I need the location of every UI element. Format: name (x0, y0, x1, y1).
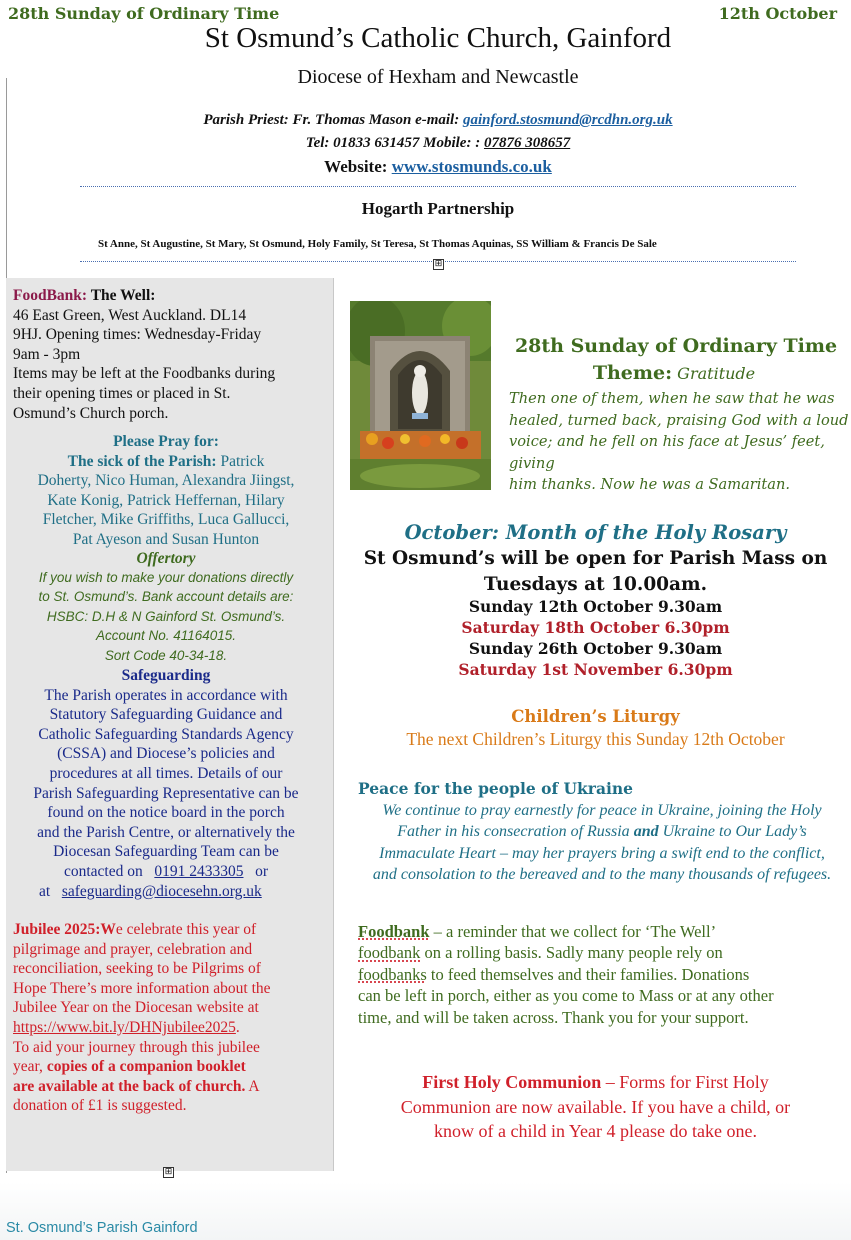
sick-line: Doherty, Nico Human, Alexandra Jiingst, (37, 472, 295, 490)
jubilee-line: Jubilee Year on the Diocesan website at (13, 999, 259, 1017)
sick-line-1 (8, 452, 324, 472)
safeguarding-line: (CSSA) and Diocese’s policies and (57, 745, 275, 763)
offertory-line: If you wish to make your donations directly (38, 570, 294, 585)
ukraine-line: Immaculate Heart – may her prayers bring a swift end to the conflict, (379, 844, 825, 862)
foodbank-reminder (358, 921, 848, 1028)
mobile-number: 07876 308657 (483, 135, 571, 151)
mass-times-list (340, 596, 851, 680)
ukraine-line-tail: Ukraine to Our Lady’s (658, 823, 807, 841)
mass-time: Saturday 1st November 6.30pm (458, 660, 733, 679)
jubilee-link[interactable]: https://www.bit.ly/DHNjubilee2025 (13, 1018, 236, 1036)
foodbank-reminder-line-3 (358, 964, 848, 985)
offertory-section (8, 549, 324, 665)
safeguarding-line: Parish Safeguarding Representative can be (33, 784, 299, 802)
safeguarding-line: and the Parish Centre, or alternatively the (37, 823, 295, 841)
jubilee-text: e celebrate this year of (115, 921, 257, 938)
offertory-line: Sort Code 40-34-18. (104, 647, 228, 663)
jubilee-line-1 (13, 920, 331, 940)
table-move-handle-icon[interactable]: ⊞ (434, 259, 443, 269)
grotto-photo (350, 301, 491, 490)
safeguarding-line: Catholic Safeguarding Standards Agency (38, 725, 294, 743)
safeguarding-title: Safeguarding (121, 667, 211, 684)
foodbank-line: 9am - 3pm (13, 345, 81, 363)
safeguarding-line: The Parish operates in accordance with (44, 686, 288, 704)
parish-mass-notice (340, 546, 851, 598)
mass-time: Saturday 18th October 6.30pm (461, 618, 730, 637)
ukraine-title: Peace for the people of Ukraine (358, 779, 634, 798)
foodbank-line: their opening times or placed in St. (13, 384, 231, 402)
jubilee-line: pilgrimage and prayer, celebration and (13, 940, 253, 958)
jubilee-line-8 (13, 1077, 331, 1097)
safeguarding-line: procedures at all times. Details of our (49, 764, 283, 782)
sick-label: The sick of the Parish: (67, 452, 217, 470)
rosary-title: October: Month of the Holy Rosary (404, 521, 787, 544)
foodbank-line: 9HJ. Opening times: Wednesday-Friday (13, 326, 262, 344)
communion-line-1 (340, 1070, 851, 1095)
foodbank-line: Items may be left at the Foodbanks during (13, 365, 276, 383)
partnership-title: Hogarth Partnership (361, 199, 515, 218)
foodbank-reminder-line: time, and will be taken across. Thank you for your support. (358, 1007, 749, 1027)
foodbank-reminder-text: on a rolling basis. Sadly many people rely on (420, 943, 723, 963)
mass-time: Sunday 26th October 9.30am (468, 639, 723, 658)
gospel-line: Then one of them, when he saw that he was (509, 390, 835, 407)
foodbank-heading (13, 286, 329, 306)
theme-value: Gratitude (672, 364, 756, 383)
jubilee-a: A (245, 1077, 260, 1095)
jubilee-label: Jubilee 2025: (13, 921, 101, 938)
offertory-line: to St. Osmund’s. Bank account details are: (38, 589, 294, 605)
jubilee-initial: W (100, 921, 116, 938)
offertory-line: HSBC: D.H & N Gainford St. Osmund’s. (46, 608, 286, 624)
gospel-quote (509, 388, 849, 496)
communion-line: Communion are now available. If you have a child, or (400, 1096, 791, 1117)
foodbank-line: 46 East Green, West Auckland. DL14 (13, 306, 247, 324)
foodbank-reminder-label: Foodbank (358, 922, 430, 941)
contact-prefix: contacted on (63, 862, 143, 880)
priest-contact (0, 112, 851, 129)
open-line: St Osmund’s will be open for Parish Mass on (363, 548, 828, 569)
jubilee-line-7 (13, 1057, 331, 1077)
communion-label: First Holy Communion (422, 1072, 602, 1092)
partnership-parishes: St Anne, St Augustine, St Mary, St Osmund, Holy Family, St Teresa, St Thomas Aquinas, SS William & Francis De Sale (98, 238, 657, 250)
foodbank-reminder-text: to feed themselves and their families. Donations (426, 964, 750, 984)
footer-text: St. Osmund’s Parish Gainford (6, 1220, 198, 1236)
sick-line: Fletcher, Mike Griffiths, Luca Gallucci, (42, 511, 290, 529)
jubilee-line: Hope There’s more information about the (13, 979, 271, 997)
foodbank-notice (13, 286, 329, 423)
pray-title: Please Pray for: (113, 433, 219, 450)
safeguarding-contact-line (8, 862, 324, 882)
ukraine-line: and consolation to the bereaved and to the many thousands of refugees. (372, 866, 832, 884)
header-left-date: 28th Sunday of Ordinary Time (8, 4, 280, 23)
foodbank-place: The Well: (87, 287, 156, 304)
safeguarding-section (8, 666, 324, 901)
sunday-title: 28th Sunday of Ordinary Time (514, 335, 838, 357)
safeguarding-line: Statutory Safeguarding Guidance and (49, 706, 283, 724)
ukraine-line-2 (352, 821, 851, 842)
jubilee-link-line (13, 1018, 331, 1038)
jubilee-line: donation of £1 is suggested. (13, 1097, 187, 1115)
safeguarding-line: Diocesan Safeguarding Team can be (53, 843, 279, 861)
jubilee-booklet: copies of a companion booklet (46, 1058, 246, 1076)
theme-line (506, 362, 842, 384)
sick-names: Patrick (216, 452, 265, 470)
diocese-name: Diocese of Hexham and Newcastle (297, 66, 579, 88)
website-link[interactable]: www.stosmunds.co.uk (391, 157, 552, 176)
phone-contact (0, 135, 851, 152)
sick-line: Kate Konig, Patrick Heffernan, Hilary (47, 491, 285, 509)
sick-line: Pat Ayeson and Susan Hunton (72, 530, 260, 548)
website-line (0, 157, 851, 177)
mass-time: Sunday 12th October 9.30am (468, 597, 723, 616)
communion-text: – Forms for First Holy (601, 1072, 769, 1092)
foodbank-reminder-line-2 (358, 942, 848, 963)
gospel-line: healed, turned back, praising God with a loud (509, 411, 849, 429)
foodbank-line: Osmund’s Church porch. (13, 404, 169, 422)
gospel-line: him thanks. Now he was a Samaritan. (509, 476, 791, 494)
priest-label: Parish Priest: Fr. Thomas Mason e-mail: (203, 112, 463, 128)
safeguarding-email-link[interactable]: safeguarding@diocesehn.org.uk (61, 882, 262, 900)
gospel-line: voice; and he fell on his face at Jesus’ feet, giving (509, 433, 825, 472)
prayer-list (8, 432, 324, 550)
theme-label: Theme: (592, 362, 673, 384)
ukraine-line: We continue to pray earnestly for peace in Ukraine, joining the Holy (382, 802, 822, 819)
header-right-date: 12th October (718, 4, 837, 23)
page-title: St Osmund’s Catholic Church, Gainford (204, 22, 672, 54)
offertory-line: Account No. 41164015. (95, 628, 237, 644)
foodbank-reminder-text: – a reminder that we collect for ‘The Well’ (429, 922, 717, 941)
website-label: Website: (324, 157, 392, 176)
ukraine-line-start: Father in his consecration of Russia (397, 823, 634, 841)
first-communion-notice (340, 1070, 851, 1144)
tel-label: Tel: 01833 631457 Mobile: : (305, 135, 484, 151)
ukraine-text (352, 800, 851, 886)
jubilee-link-tail: . (235, 1018, 240, 1036)
foodbank-reminder-line-1 (358, 921, 848, 942)
ukraine-and: and (633, 823, 659, 841)
foodbanks-word: foodbanks (358, 964, 427, 984)
childrens-liturgy-text: The next Children’s Liturgy this Sunday 12th October (406, 729, 785, 749)
foodbank-reminder-line: can be left in porch, either as you come to Mass or at any other (358, 986, 774, 1006)
contact-or: or (255, 862, 269, 880)
table-resize-handle-icon[interactable]: ⊞ (164, 1167, 173, 1177)
jubilee-section (13, 920, 331, 1116)
foodbank-word: foodbank (358, 943, 421, 963)
divider (80, 186, 796, 187)
communion-line: know of a child in Year 4 please do take one. (434, 1121, 757, 1141)
safeguarding-email-line (8, 882, 324, 902)
jubilee-year: year, (13, 1058, 47, 1076)
contact-phone: 0191 2433305 (154, 862, 244, 880)
jubilee-line: reconciliation, seeking to be Pilgrims of (13, 960, 261, 978)
offertory-title: Offertory (136, 550, 196, 567)
contact-at: at (39, 882, 51, 900)
foodbank-label: FoodBank: (13, 287, 88, 304)
childrens-liturgy-title: Children’s Liturgy (511, 707, 680, 726)
priest-email-link[interactable]: gainford.stosmund@rcdhn.org.uk (462, 112, 673, 128)
jubilee-available: are available at the back of church. (13, 1077, 246, 1095)
open-line: Tuesdays at 10.00am. (483, 574, 708, 595)
jubilee-line: To aid your journey through this jubilee (13, 1038, 260, 1056)
safeguarding-line: found on the notice board in the porch (47, 804, 285, 822)
